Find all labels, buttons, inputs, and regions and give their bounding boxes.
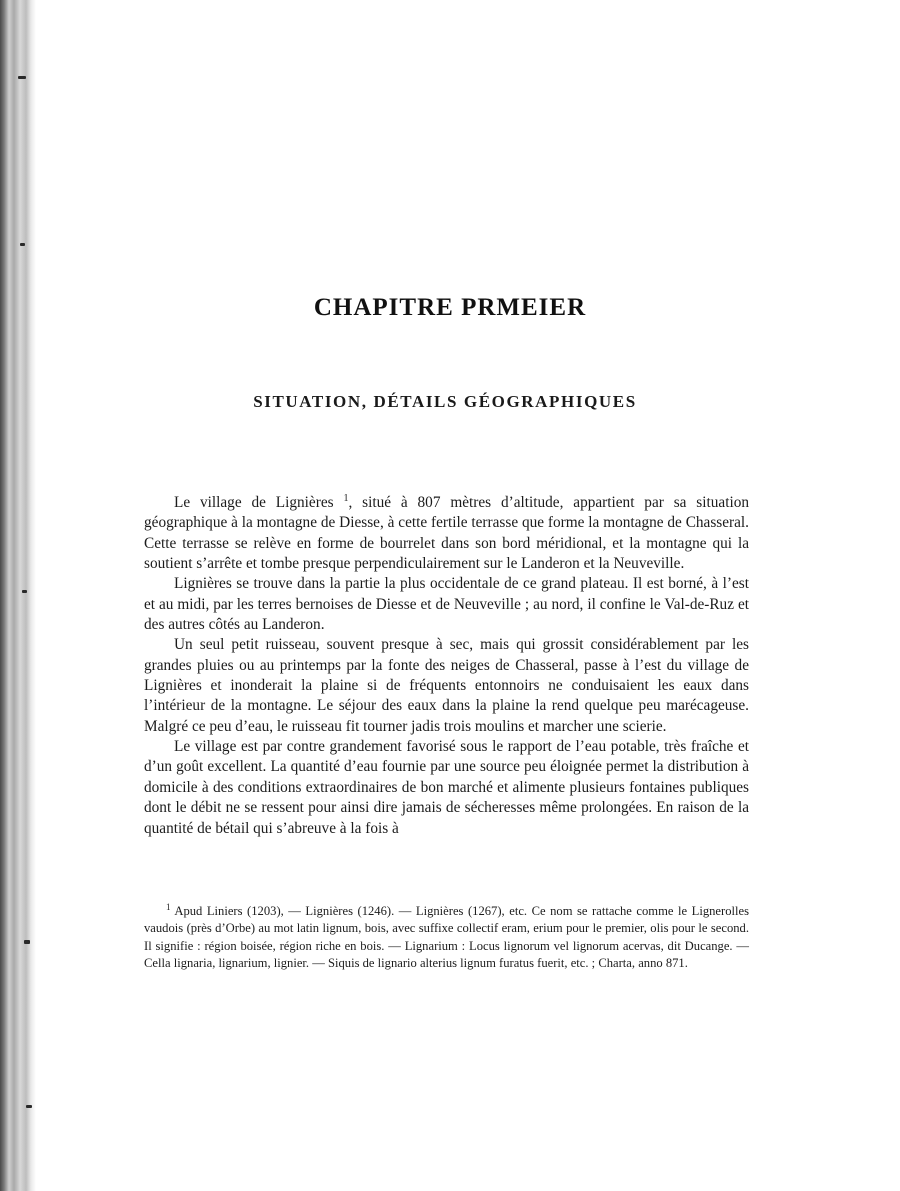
chapter-title: CHAPITRE PRMEIER — [313, 294, 587, 321]
body-text — [144, 493, 749, 839]
paragraph: Le village est par contre grandement favorisé sous le rapport de l’eau potable, très fraîche et d’un goût excellent. La quantité d’eau fournie par une source peu éloignée permet la distribution à domicile à des conditions extraordinaires de bon marché et alimente plusieurs fontaines publiques dont le débit ne se ressent pour ainsi dire jamais de sécheresses même prolongées. En raison de la quantité de bétail qui s’abreuve à la fois à — [144, 738, 749, 837]
paragraph: Un seul petit ruisseau, souvent presque à sec, mais qui grossit considérablement par les grandes pluies ou au printemps par la fonte des neiges de Chasseral, passe à l’est du village de Lignières et inonderait la plaine si de fréquents entonnoirs ne conduisaient les eaux dans l’intérieur de la montagne. Le séjour des eaux dans la plaine la rend quelque peu marécageuse. Malgré ce peu d’eau, le ruisseau fit tourner jadis trois moulins et marcher une scierie. — [144, 636, 749, 735]
paragraph-text: , situé à 807 mètres d’altitude, appartient par sa situation géographique à la montagne de Diesse, à cette fertile terrasse que forme la montagne de Chasseral. Cette terrasse se relève en forme de bourrelet dans son bord méridional, et la montagne qui la soutient s’arrête et tombe presque perpendiculairement sur le Landeron et la Neuveville. — [144, 494, 749, 573]
page-binding-edge — [0, 0, 36, 1191]
binding-mark — [20, 243, 25, 246]
footnotes — [144, 903, 749, 973]
section-title: SITUATION, DÉTAILS GÉOGRAPHIQUES — [253, 392, 637, 411]
footnote-number: 1 — [166, 901, 171, 912]
binding-mark — [26, 1105, 32, 1108]
paragraph — [144, 493, 749, 574]
binding-mark — [22, 590, 27, 593]
paragraph: Lignières se trouve dans la partie la plus occidentale de ce grand plateau. Il est borné, à l’est et au midi, par les terres bernoises de Diesse et de Neuveville ; au nord, il confine le Val-de-Ruz et des autres côtés au Landeron. — [144, 575, 749, 634]
footnote-text: Apud Liniers (1203), — Lignières (1246). — Lignières (1267), etc. Ce nom se rattache comme le Lignerolles vaudois (près d’Orbe) au mot latin lignum, bois, avec suffixe collectif eram, erium pour le premier, olis pour le second. Il signifie : région boisée, région riche en bois. — Lignarium : Locus lignorum vel lignorum acervas, dit Ducange. — Cella lignaria, lignarium, lignier. — Siquis de lignario alterius lignum furatus fuerit, etc. ; Charta, anno 871. — [144, 904, 749, 971]
footnote — [144, 903, 749, 973]
paragraph-text: Le village de Lignières — [174, 494, 334, 511]
binding-mark — [18, 76, 26, 79]
footnote-reference: 1 — [343, 492, 349, 504]
binding-mark — [24, 940, 30, 944]
